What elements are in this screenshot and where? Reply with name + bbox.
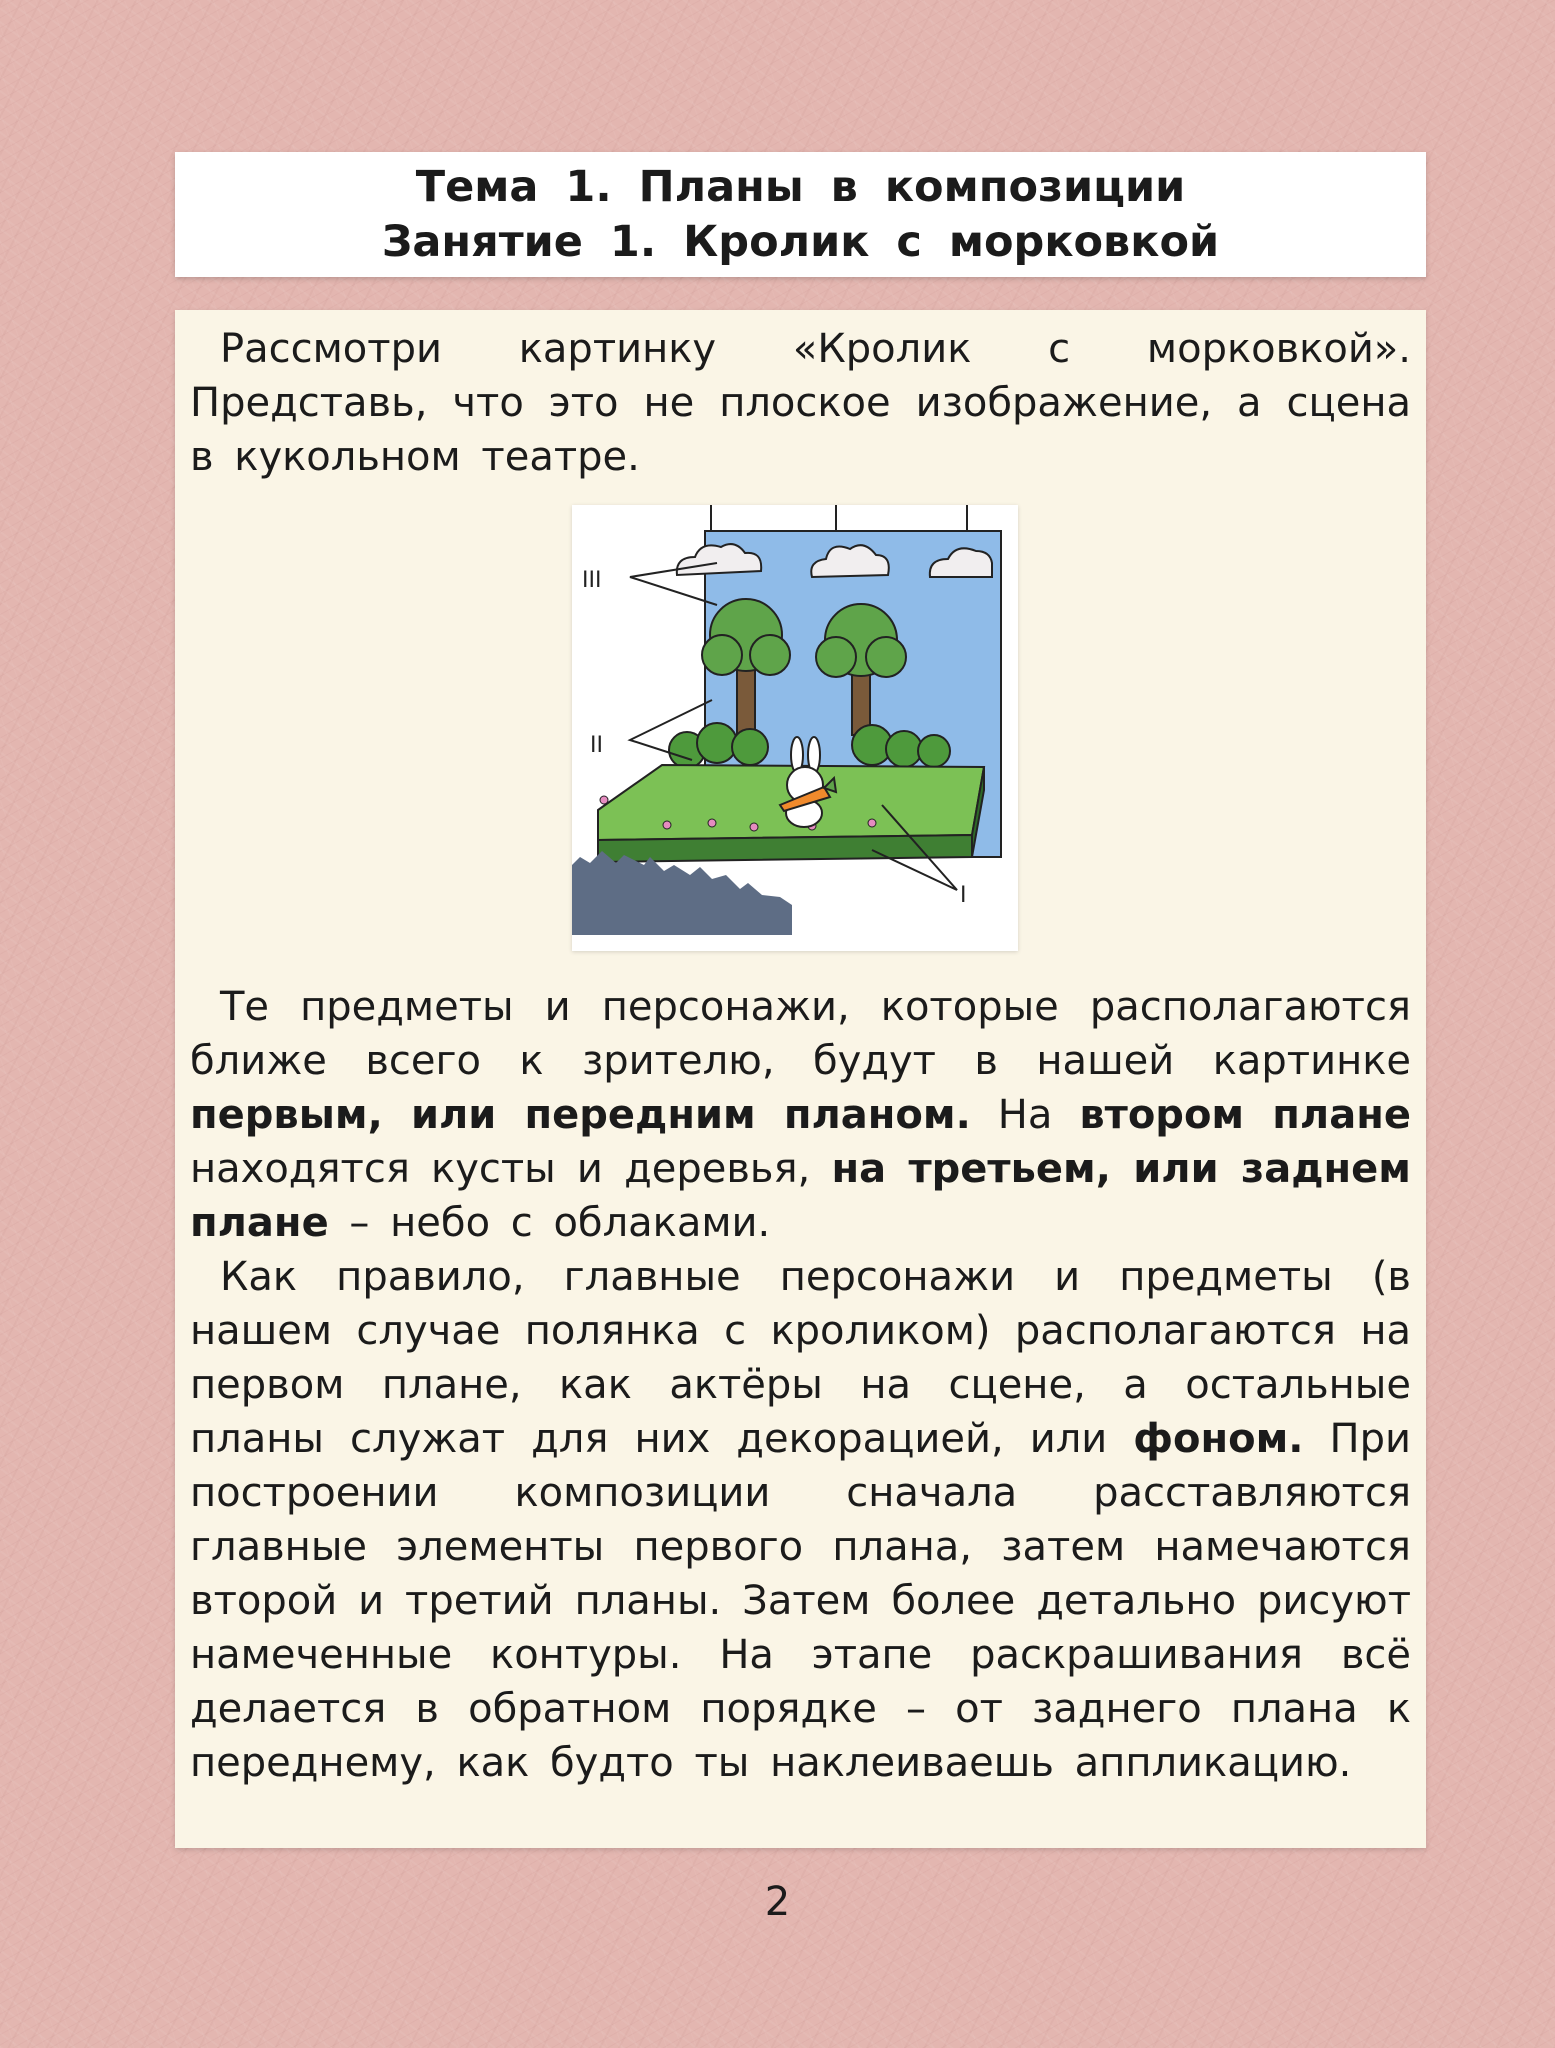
- topic-title: Тема 1. Планы в композиции: [415, 161, 1186, 212]
- intro-paragraph: Рассмотри картинку «Кролик с морковкой». Представь, что это не плоское изображение, а сцена в кукольном театре.: [190, 326, 1411, 480]
- lesson-content: [175, 310, 1426, 1848]
- term-foreground: первым, или передним планом.: [190, 1092, 971, 1138]
- puppet-theatre-illustration: [572, 505, 1018, 951]
- plan-label-third: III: [582, 568, 602, 593]
- text-run: – небо с облаками.: [328, 1200, 771, 1246]
- text-run: При построении композиции сначала расставляются главные элементы первого плана, затем намечаются второй и третий планы. Затем более детально рисуют намеченные контуры. На этапе раскрашивания всё делается в обратном порядке – от заднего плана к переднему, как будто ты наклеиваешь аппликацию.: [190, 1416, 1411, 1786]
- page-number: 2: [764, 1879, 791, 1925]
- text-run: Те предметы и персонажи, которые располагаются ближе всего к зрителю, будут в нашей картинке: [190, 984, 1411, 1084]
- text-run: находятся кусты и деревья,: [190, 1146, 832, 1192]
- audience-silhouette: [572, 851, 792, 935]
- planes-paragraph: [190, 980, 1411, 1250]
- term-middle-ground: втором плане: [1079, 1092, 1411, 1138]
- plan-label-second: II: [590, 733, 603, 758]
- term-background-fon: фоном.: [1133, 1416, 1304, 1462]
- planes-diagram: [572, 505, 1018, 951]
- term-background: на третьем, или заднем плане: [190, 1146, 1412, 1246]
- lesson-title: Занятие 1. Кролик с морковкой: [381, 216, 1220, 267]
- text-run: На: [970, 1092, 1080, 1138]
- lesson-title-box: [175, 152, 1426, 277]
- plan-label-first: I: [960, 883, 967, 908]
- composition-paragraph: [190, 1250, 1411, 1790]
- text-run: Как правило, главные персонажи и предметы (в нашем случае полянка с кроликом) располагаются на первом плане, как актёры на сцене, а остальные планы служат для них декорацией, или: [190, 1254, 1411, 1462]
